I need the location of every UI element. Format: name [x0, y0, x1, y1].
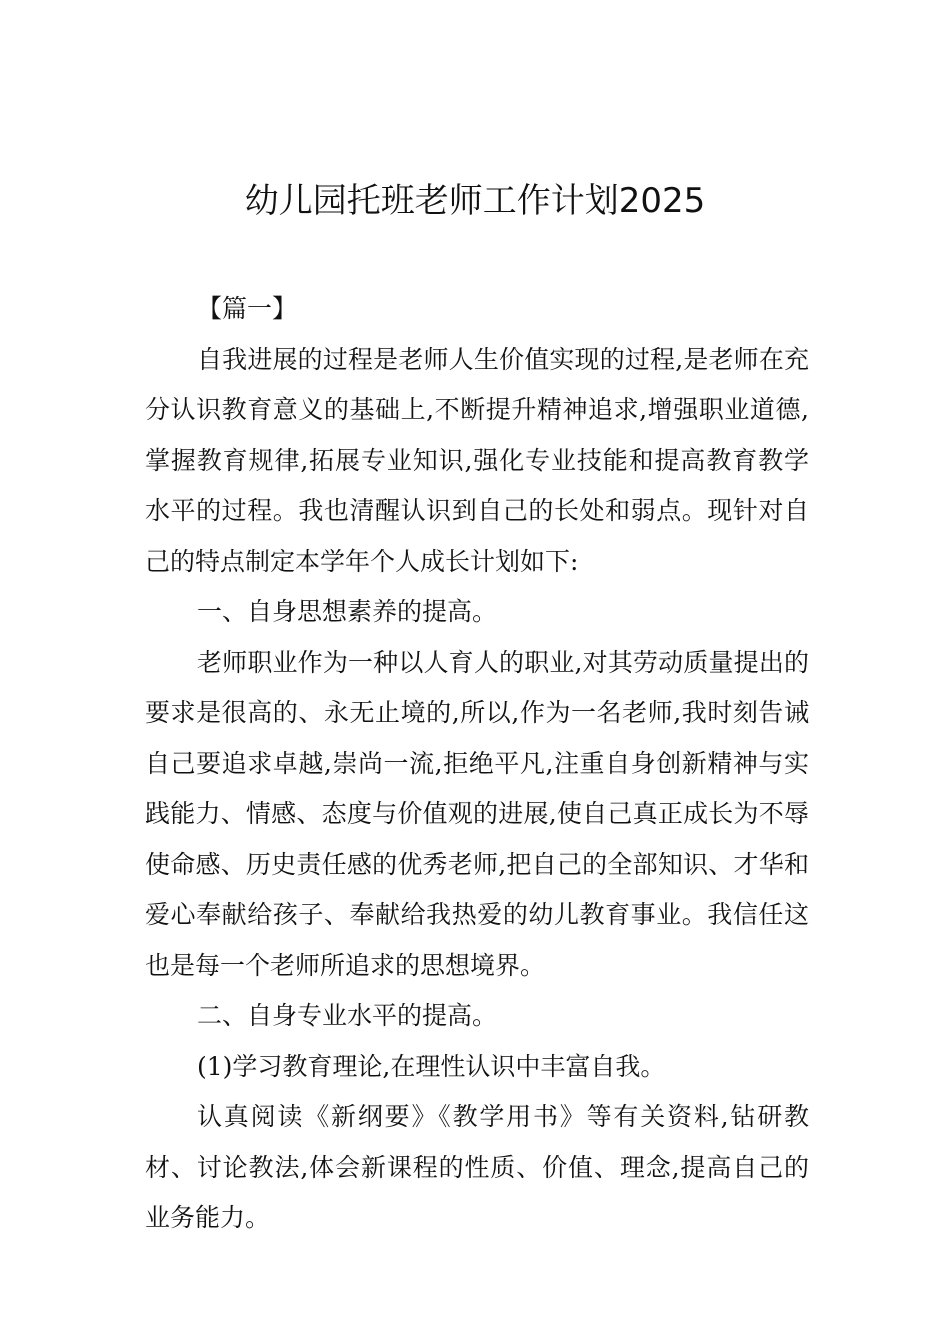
section-label: 【篇一】 — [197, 294, 298, 323]
heading-ideology: 一、自身思想素养的提高。 — [197, 597, 498, 626]
paragraph-reading: 认真阅读《新纲要》《教学用书》等有关资料,钻研教材、讨论教法,体会新课程的性质、价值、理念,提高自己的业务能力。 — [145, 1102, 809, 1232]
paragraph-intro: 自我进展的过程是老师人生价值实现的过程,是老师在充分认识教育意义的基础上,不断提升精神追求,增强职业道德,掌握教育规律,拓展专业知识,强化专业技能和提高教育教学水平的过程。我也清醒认识到自己的长处和弱点。现针对自己的特点制定本学年个人成长计划如下: — [145, 344, 809, 576]
document-body — [145, 284, 809, 1244]
subheading-theory: (1)学习教育理论,在理性认识中丰富自我。 — [197, 1051, 666, 1081]
document-title: 幼儿园托班老师工作计划2025 — [244, 181, 706, 221]
heading-professional: 二、自身专业水平的提高。 — [197, 1001, 498, 1030]
paragraph-ideology: 老师职业作为一种以人育人的职业,对其劳动质量提出的要求是很高的、永无止境的,所以,作为一名老师,我时刻告诫自己要追求卓越,崇尚一流,拒绝平凡,注重自身创新精神与实践能力、情感、态度与价值观的进展,使自己真正成长为不辱使命感、历史责任感的优秀老师,把自己的全部知识、才华和爱心奉献给孩子、奉献给我热爱的幼儿教育事业。我信任这也是每一个老师所追求的思想境界。 — [145, 647, 809, 980]
